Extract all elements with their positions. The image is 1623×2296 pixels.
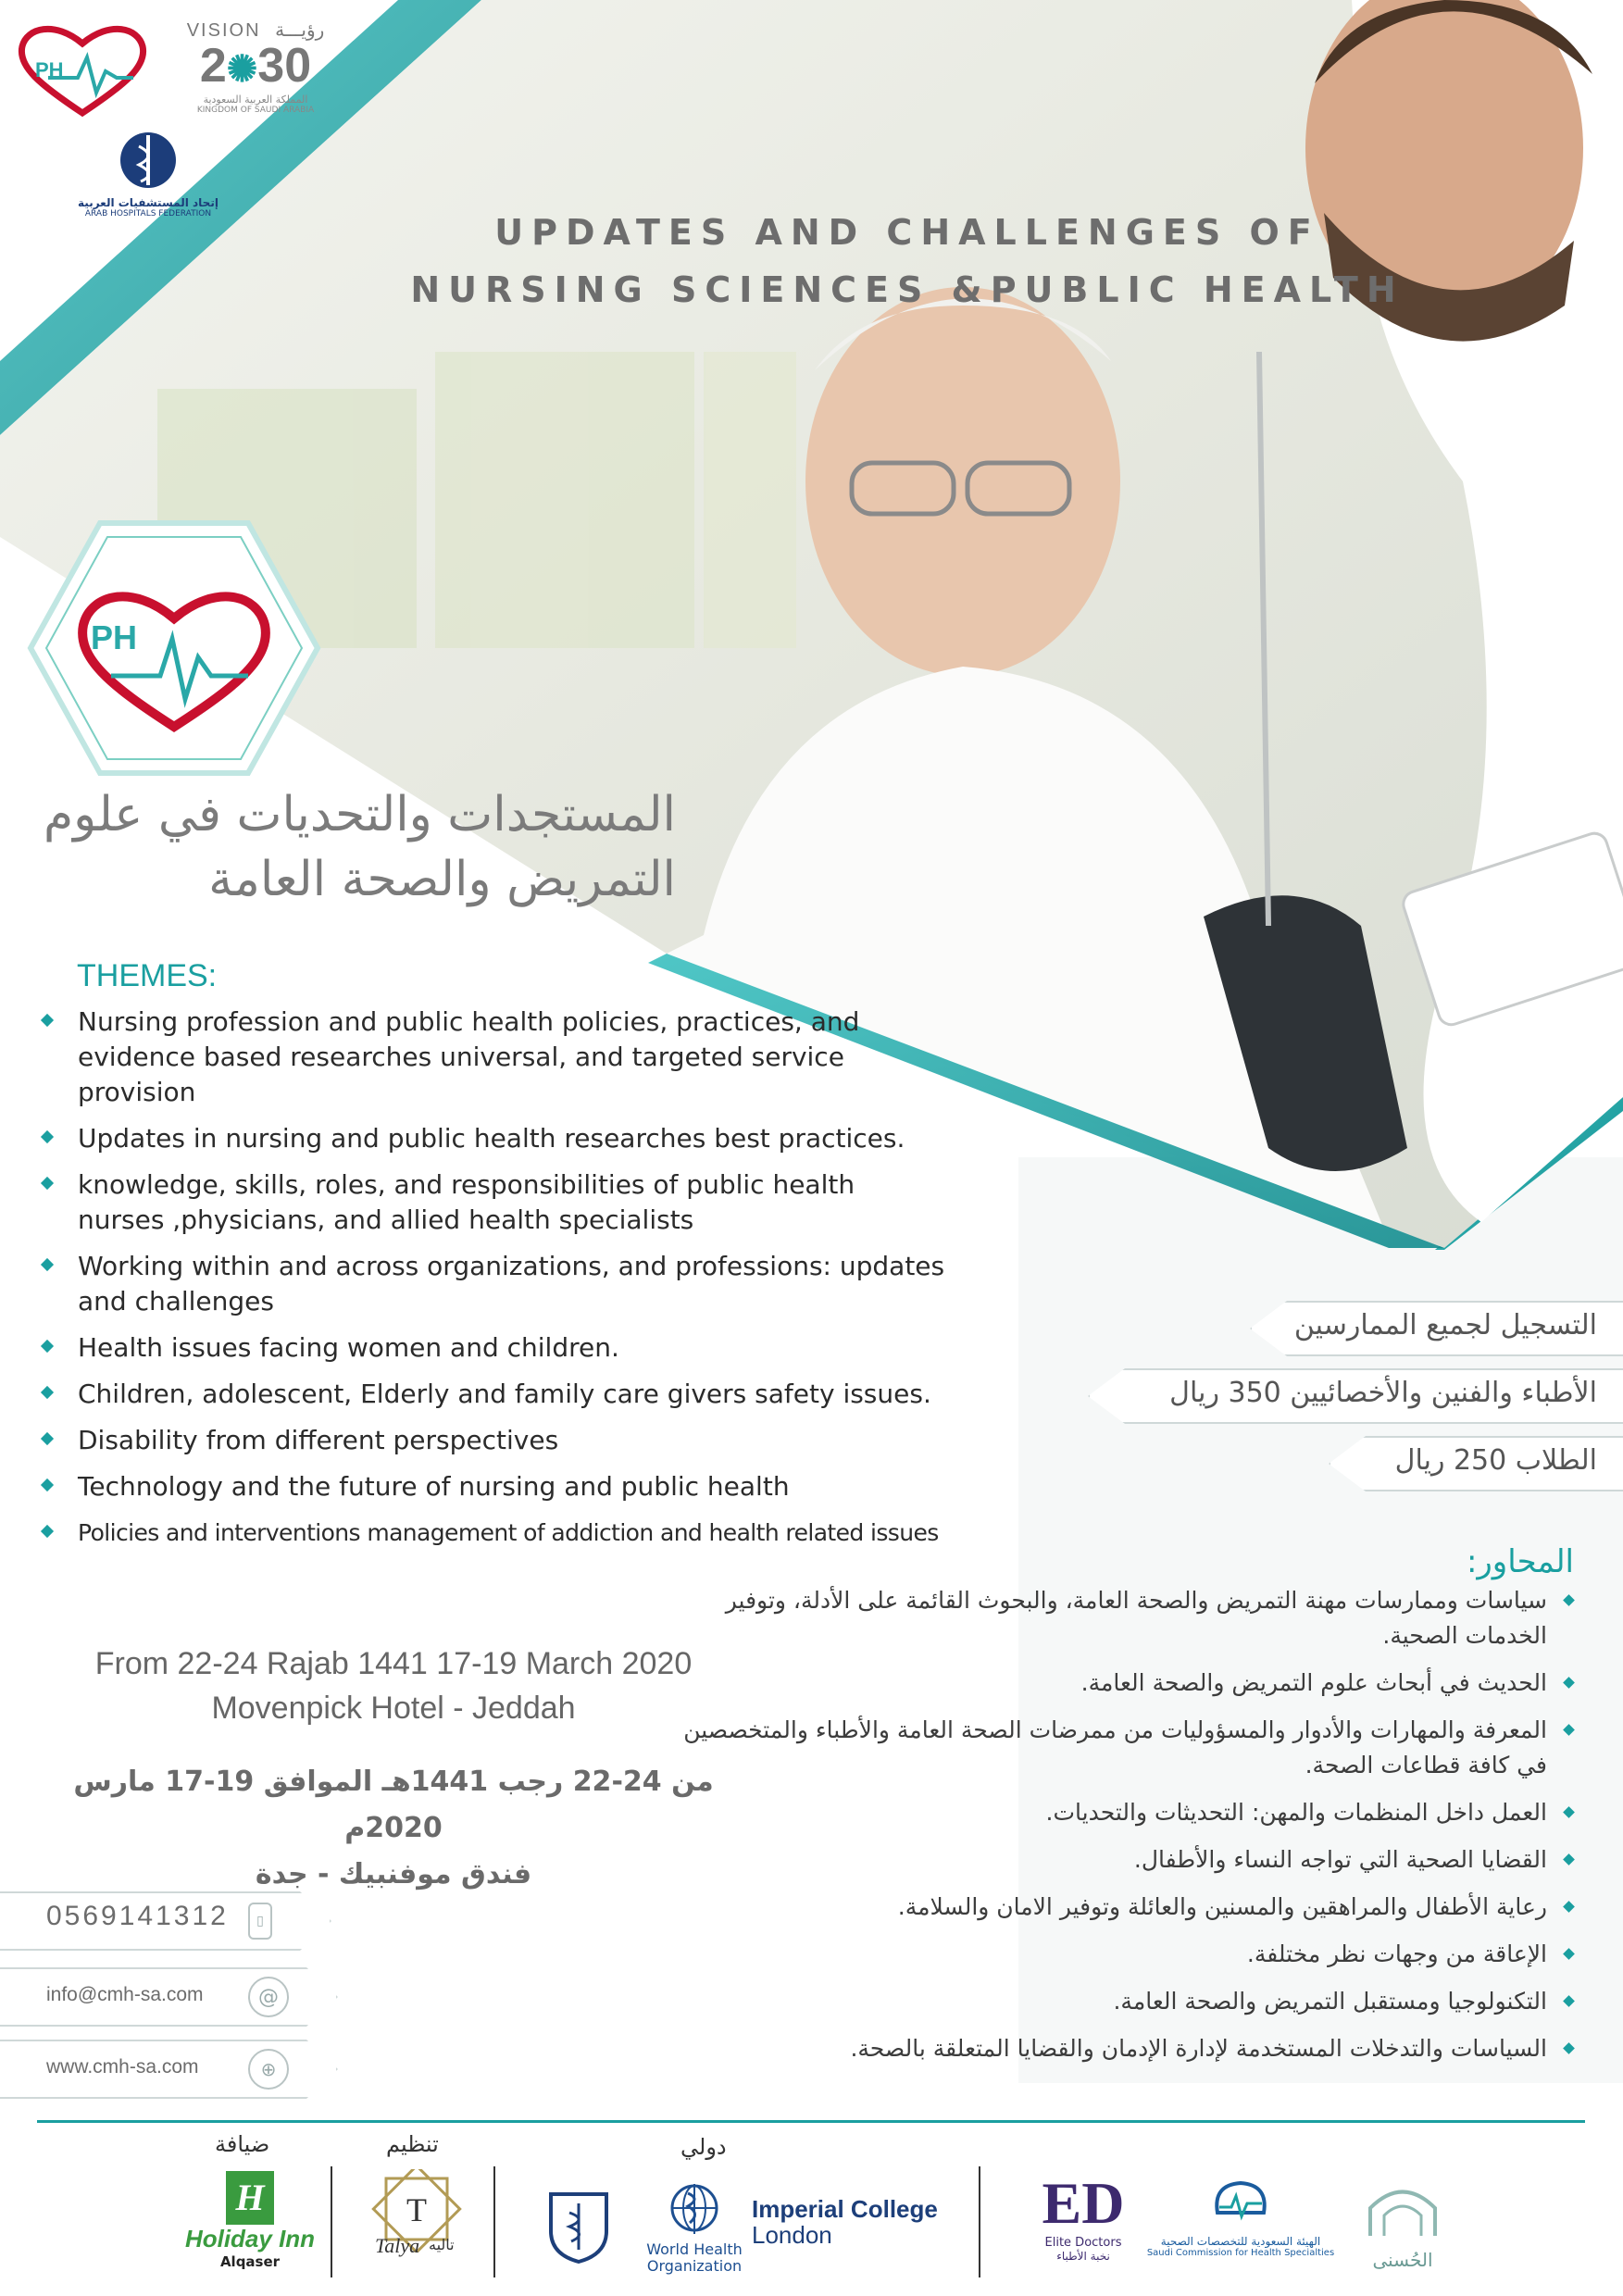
svg-text:T: T	[406, 2191, 427, 2228]
axis-item: المعرفة والمهارات والأدوار والمسؤوليات من ممرضات الصحة العامة والأطباء والمتخصصين في كافة قطاعات الصحة.	[649, 1713, 1575, 1783]
title-ar-line1: المستجدات والتحديات في علوم	[43, 787, 676, 842]
axis-item: السياسات والتدخلات المستخدمة لإدارة الإدمان والقضايا المتعلقة بالصحة.	[649, 2031, 1575, 2066]
diamond-bullet-icon	[1563, 2042, 1575, 2054]
diamond-bullet-icon	[41, 1525, 54, 1538]
contact-phone	[0, 1891, 330, 1951]
imperial-line2: London	[752, 2221, 832, 2249]
vision-en-sub: KINGDOM OF SAUDI ARABIA	[196, 106, 315, 115]
imperial-logo	[752, 2196, 938, 2248]
email-link[interactable]: info@cmh-sa.com	[46, 1984, 204, 2005]
phone-text: 0569141312	[46, 1901, 229, 1931]
vision-year-b: 30	[257, 39, 312, 93]
event-dates-en: From 22-24 Rajab 1441 17-19 March 2020	[94, 1646, 693, 1681]
who-logo	[639, 2180, 750, 2275]
diamond-bullet-icon	[41, 1479, 54, 1491]
vision-ar-sub: المملكة العربية السعودية	[203, 94, 308, 106]
holiday-inn-name: Holiday Inn	[184, 2225, 316, 2252]
holiday-inn-h-icon: H	[226, 2171, 274, 2225]
globe-icon: ⊕	[248, 2049, 289, 2090]
theme-item: Disability from different perspectives	[39, 1423, 946, 1458]
talya-name: Talya	[375, 2234, 420, 2257]
title-en-line2: NURSING SCIENCES &PUBLIC HEALTH	[410, 269, 1405, 310]
theme-item: Updates in nursing and public health researches best practices.	[39, 1121, 946, 1156]
who-globe-icon	[662, 2180, 727, 2238]
footer-divider	[979, 2166, 980, 2277]
themes-list	[39, 1004, 946, 1562]
imperial-line1: Imperial College	[752, 2195, 938, 2223]
palm-emblem-icon: ✺	[226, 49, 258, 90]
ahf-logo	[65, 128, 231, 218]
axis-item: العمل داخل المنظمات والمهن: التحديثات والتحديات.	[649, 1795, 1575, 1830]
event-info-en	[37, 1641, 750, 1730]
vision-year-a: 2	[199, 39, 227, 93]
title-en-line1: UPDATES AND CHALLENGES OF	[494, 212, 1320, 253]
axis-item: التكنولوجيا ومستقبل التمريض والصحة العامة.	[649, 1984, 1575, 2019]
ahf-emblem-icon	[111, 128, 185, 193]
at-icon: @	[248, 1977, 289, 2017]
diamond-bullet-icon	[1563, 1901, 1575, 1913]
organizing-label: تنظيم	[386, 2131, 439, 2157]
elite-ed-icon: ED	[1042, 2170, 1125, 2236]
husna-emblem-icon	[1361, 2180, 1444, 2245]
university-crest-icon	[546, 2190, 611, 2264]
theme-item: Nursing profession and public health policies, practices, and evidence based researches universal, and targeted service provision	[39, 1004, 946, 1110]
axes-heading: المحاور:	[1466, 1543, 1574, 1580]
axis-item: القضايا الصحية التي تواجه النساء والأطفال.	[649, 1842, 1575, 1878]
registration-students-text: الطلاب 250 ريال	[1394, 1444, 1597, 1477]
event-dates-ar: من 24-22 رجب 1441هـ الموافق 19-17 مارس 2020م	[73, 1766, 714, 1844]
diamond-bullet-icon	[1563, 1677, 1575, 1689]
ahf-ar: إتحاد المستشفيات العربية	[78, 196, 218, 209]
elite-name: Elite Doctors	[1044, 2236, 1122, 2250]
title-ar	[28, 782, 676, 912]
footer-rule	[37, 2120, 1585, 2123]
talya-ar: تاليه	[429, 2236, 455, 2253]
diamond-bullet-icon	[41, 1340, 54, 1353]
title-en	[352, 204, 1463, 318]
website-link[interactable]: www.cmh-sa.com	[46, 2056, 199, 2078]
theme-item: knowledge, skills, roles, and responsibilities of public health nurses ,physicians, and allied health specialists	[39, 1167, 946, 1238]
diamond-bullet-icon	[41, 1014, 54, 1027]
vision-2030-logo	[181, 19, 330, 115]
husna-ar: الحُسنى	[1372, 2249, 1433, 2271]
contact-email	[0, 1967, 336, 2027]
theme-item: Health issues facing women and children.	[39, 1330, 946, 1366]
axis-item: الحديث في أبحاث علوم التمريض والصحة العامة.	[649, 1666, 1575, 1701]
diamond-bullet-icon	[1563, 1853, 1575, 1866]
footer-divider	[331, 2166, 332, 2277]
theme-item: Working within and across organizations, and professions: updates and challenges	[39, 1249, 946, 1319]
axis-item: الإعاقة من وجهات نظر مختلفة.	[649, 1937, 1575, 1972]
talya-logo	[366, 2169, 468, 2271]
ph-logo-small-text: PH	[35, 58, 64, 81]
theme-item: Policies and interventions management of addiction and health related issues	[39, 1516, 946, 1551]
diamond-bullet-icon	[41, 1177, 54, 1190]
diamond-bullet-icon	[1563, 1806, 1575, 1818]
diamond-bullet-icon	[41, 1432, 54, 1445]
theme-item: Technology and the future of nursing and public health	[39, 1469, 946, 1504]
who-line1: World Health	[646, 2240, 743, 2258]
vision-label: VISION	[186, 20, 261, 41]
diamond-bullet-icon	[41, 1386, 54, 1399]
registration-all-text: التسجيل لجميع الممارسين	[1293, 1309, 1597, 1341]
event-info-ar	[37, 1759, 750, 1898]
event-venue-ar: فندق موفنبيك - جدة	[255, 1858, 532, 1890]
ph-heart-logo-small	[13, 20, 152, 118]
holiday-inn-logo	[181, 2171, 319, 2270]
diamond-bullet-icon	[1563, 1948, 1575, 1960]
themes-heading: THEMES:	[77, 958, 218, 993]
husna-logo	[1342, 2180, 1463, 2271]
phone-icon: ▯	[248, 1903, 272, 1940]
title-ar-line2: التمريض والصحة العامة	[208, 852, 676, 907]
axes-list	[649, 1583, 1575, 2078]
vision-ar: رؤيـــة	[275, 20, 325, 41]
elite-doctors-logo	[1032, 2171, 1134, 2263]
diamond-bullet-icon	[41, 1130, 54, 1143]
theme-item: Children, adolescent, Elderly and family care givers safety issues.	[39, 1377, 946, 1412]
contact-website	[0, 2040, 336, 2099]
diamond-bullet-icon	[1563, 1594, 1575, 1606]
ahf-en: ARAB HOSPITALS FEDERATION	[84, 209, 212, 218]
registration-doctors-text: الأطباء والفنين والأخصائيين 350 ريال	[1169, 1377, 1597, 1409]
who-line2: Organization	[646, 2257, 743, 2275]
ph-hexagon-logo	[26, 518, 322, 778]
international-label: دولي	[680, 2134, 727, 2160]
axis-item: رعاية الأطفال والمراهقين والمسنين والعائلة وتوفير الامان والسلامة.	[649, 1890, 1575, 1925]
diamond-bullet-icon	[41, 1258, 54, 1271]
scfhs-ar: الهيئة السعودية للتخصصات الصحية	[1160, 2235, 1321, 2248]
ph-hexagon-text: PH	[91, 618, 138, 656]
axis-item: سياسات وممارسات مهنة التمريض والصحة العامة، والبحوث القائمة على الأدلة، وتوفير الخدمات الصحية.	[649, 1583, 1575, 1653]
diamond-bullet-icon	[1563, 1995, 1575, 2007]
footer-divider	[493, 2166, 495, 2277]
holiday-inn-sub: Alqaser	[219, 2253, 281, 2270]
scfhs-en: Saudi Commission for Health Specialties	[1146, 2248, 1335, 2258]
scfhs-logo	[1139, 2176, 1342, 2258]
elite-ar: نخبة الأطباء	[1056, 2250, 1110, 2263]
event-venue-en: Movenpick Hotel - Jeddah	[211, 1691, 576, 1726]
hosting-label: ضيافة	[215, 2131, 270, 2157]
scfhs-emblem-icon	[1208, 2176, 1273, 2231]
diamond-bullet-icon	[1563, 1724, 1575, 1736]
